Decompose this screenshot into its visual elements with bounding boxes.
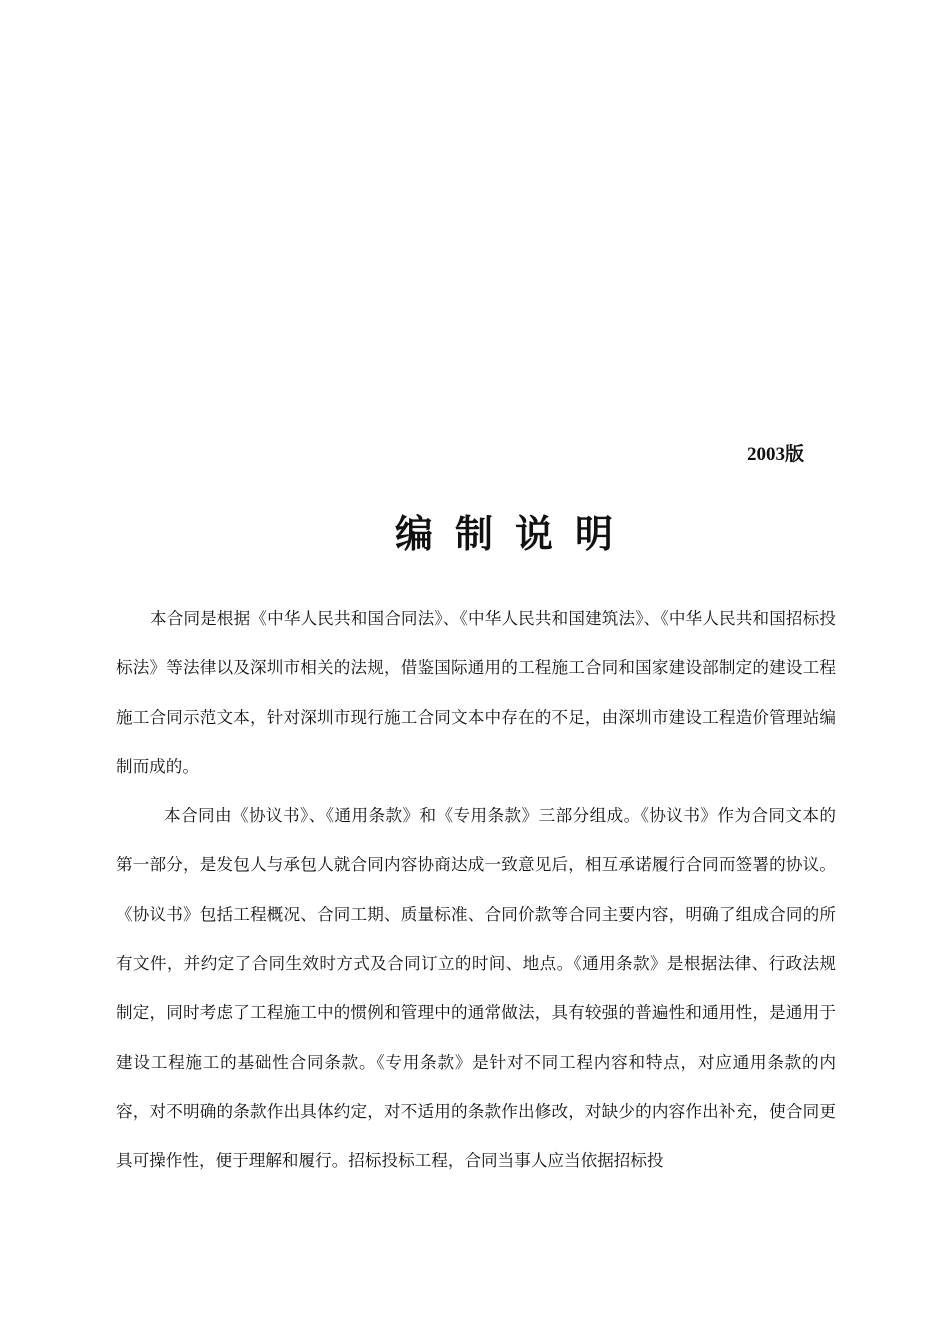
body-text [116, 594, 836, 1186]
page-title: 编制说明 [394, 512, 635, 556]
paragraph-composition: 本合同由《协议书》、《通用条款》和《专用条款》三部分组成。《协议书》作为合同文本的第一部分，是发包人与承包人就合同内容协商达成一致意见后，相互承诺履行合同而签署的协议。《协议书》包括工程概况、合同工期、质量标准、合同价款等合同主要内容，明确了组成合同的所有文件，并约定了合同生效时方式及合同订立的时间、地点。《通用条款》是根据法律、行政法规制定，同时考虑了工程施工中的惯例和管理中的通常做法，具有较强的普遍性和通用性，是通用于建设工程施工的基础性合同条款。《专用条款》是针对不同工程内容和特点，对应通用条款的内容，对不明确的条款作出具体约定，对不适用的条款作出修改，对缺少的内容作出补充，使合同更具可操作性，便于理解和履行。招标投标工程，合同当事人应当依据招标投 [116, 806, 836, 1171]
paragraph-intro: 本合同是根据《中华人民共和国合同法》、《中华人民共和国建筑法》、《中华人民共和国招标投标法》等法律以及深圳市相关的法规，借鉴国际通用的工程施工合同和国家建设部制定的建设工程施工合同示范文本，针对深圳市现行施工合同文本中存在的不足，由深圳市建设工程造价管理站编制而成的。 [116, 609, 836, 776]
edition-label: 2003版 [746, 444, 804, 465]
